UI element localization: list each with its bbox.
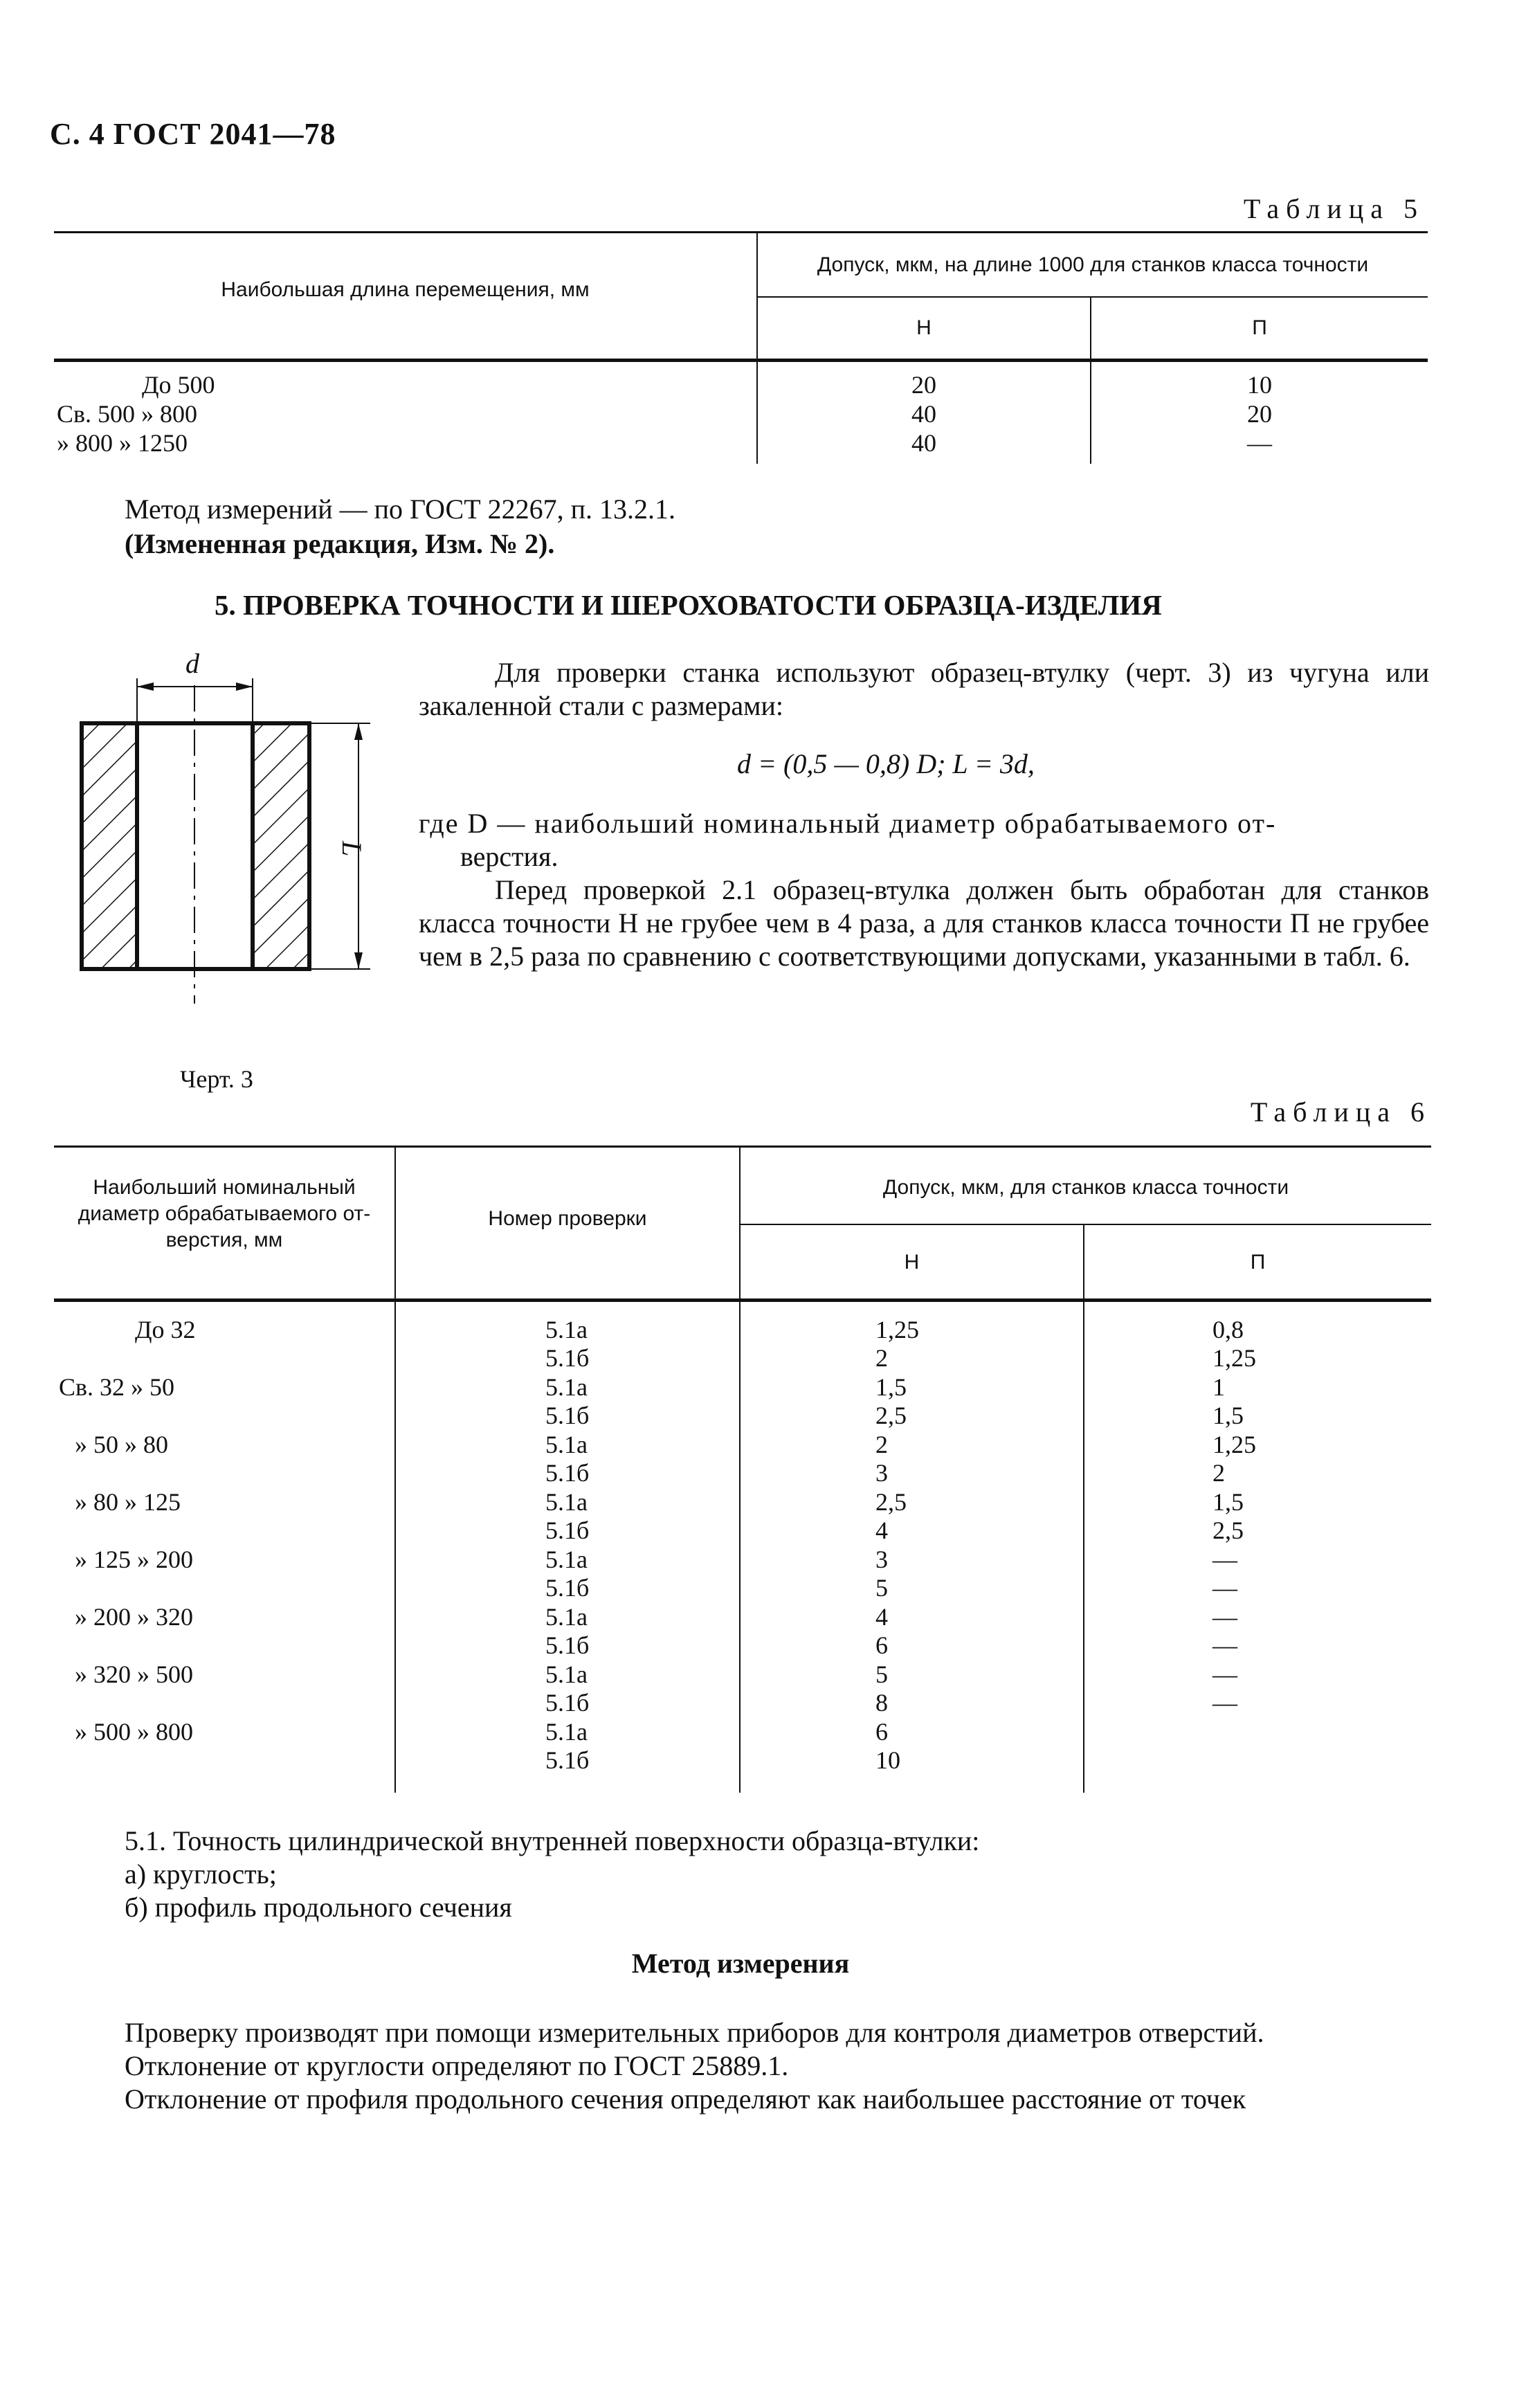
table6-check: 5.1а bbox=[545, 1488, 588, 1516]
table6-check: 5.1а bbox=[545, 1546, 588, 1573]
table6-check: 5.1б bbox=[545, 1689, 590, 1717]
table6-h-value: 1,25 bbox=[875, 1316, 919, 1343]
table6-p-value: 2,5 bbox=[1212, 1517, 1244, 1544]
table6-check: 5.1б bbox=[545, 1459, 590, 1487]
table6-h-value: 5 bbox=[875, 1660, 888, 1688]
table6-diameter: » 200 » 320 bbox=[75, 1603, 193, 1631]
table6-caption: Таблица 6 bbox=[1250, 1096, 1431, 1128]
table6-h-value: 4 bbox=[875, 1603, 888, 1631]
table6-check: 5.1а bbox=[545, 1316, 588, 1343]
table5-length-1: До 500 bbox=[142, 371, 215, 399]
table5-p-2: 20 bbox=[1247, 400, 1272, 428]
table6-diameter: Св. 32 » 50 bbox=[59, 1373, 175, 1401]
method-line-2: Отклонение от круглости определяют по ГОСТ 25889.1. bbox=[125, 2050, 789, 2081]
right-wall bbox=[253, 723, 309, 969]
table6-p-value: 1 bbox=[1212, 1373, 1225, 1401]
section51-title: 5.1. Точность цилиндрической внутренней поверхности образца-втулки: bbox=[125, 1825, 980, 1856]
table6-h-value: 3 bbox=[875, 1459, 888, 1487]
table6-check: 5.1б bbox=[545, 1574, 590, 1602]
table6-h-value: 2,5 bbox=[875, 1488, 907, 1516]
where-line-1: где D — наибольший номинальный диаметр обрабатываемого от- bbox=[419, 808, 1277, 839]
table6-diameter: » 125 » 200 bbox=[75, 1546, 193, 1573]
table6-p-value: 1,25 bbox=[1212, 1431, 1256, 1458]
table6-class-p: П bbox=[1250, 1251, 1266, 1274]
table5-length-3: » 800 » 1250 bbox=[57, 429, 188, 457]
table6-h-value: 6 bbox=[875, 1631, 888, 1659]
table6-h-value: 8 bbox=[875, 1689, 888, 1717]
label-d: d bbox=[185, 648, 199, 679]
table5-h-1: 20 bbox=[911, 371, 936, 399]
table6-p-value: — bbox=[1212, 1660, 1237, 1688]
table5-h-2: 40 bbox=[911, 400, 936, 428]
left-wall bbox=[82, 723, 137, 969]
section5-paragraph-2: Перед проверкой 2.1 образец-втулка должен быть обработан для станков класса точности Н не грубее чем в 4 раза, а для станков класса точности П не грубее чем в 2,5 раза по сравнению с соответствующими допусками, указанными в табл. 6. bbox=[419, 874, 1429, 972]
table5-class-h: Н bbox=[916, 316, 932, 339]
page-header: С. 4 ГОСТ 2041—78 bbox=[50, 117, 336, 151]
table6-h-value: 5 bbox=[875, 1574, 888, 1602]
table5-h-3: 40 bbox=[911, 429, 936, 457]
table6-check: 5.1а bbox=[545, 1603, 588, 1631]
method-heading: Метод измерения bbox=[631, 1948, 850, 1979]
table5-p-1: 10 bbox=[1247, 371, 1272, 399]
table6-p-value: — bbox=[1212, 1546, 1237, 1573]
method-line-1: Проверку производят при помощи измерительных приборов для контроля диаметров отверстий. bbox=[125, 2017, 1264, 2048]
table6-h-value: 1,5 bbox=[875, 1373, 907, 1401]
table6-h-value: 3 bbox=[875, 1546, 888, 1573]
table6-diameter: » 320 » 500 bbox=[75, 1660, 193, 1688]
table5-length-2: Св. 500 » 800 bbox=[57, 400, 198, 428]
table6-check: 5.1б bbox=[545, 1344, 590, 1372]
table6-p-value: — bbox=[1212, 1689, 1237, 1717]
table6-p-value: 2 bbox=[1212, 1459, 1225, 1487]
table6-diameter: До 32 bbox=[135, 1316, 196, 1343]
table6-check: 5.1б bbox=[545, 1631, 590, 1659]
table6-p-value: 1,25 bbox=[1212, 1344, 1256, 1372]
drawing-caption: Черт. 3 bbox=[180, 1065, 253, 1093]
table5-class-p: П bbox=[1252, 316, 1267, 339]
table6-h-value: 2 bbox=[875, 1344, 888, 1372]
table5-col1-header: Наибольшая длина перемещения, мм bbox=[221, 278, 590, 301]
edit-note: (Измененная редакция, Изм. № 2). bbox=[125, 528, 555, 559]
table6-check: 5.1б bbox=[545, 1402, 590, 1429]
table6-check: 5.1а bbox=[545, 1431, 588, 1458]
table6-diameter: » 50 » 80 bbox=[75, 1431, 168, 1458]
table6-p-value: 1,5 bbox=[1212, 1402, 1244, 1429]
method-note: Метод измерений — по ГОСТ 22267, п. 13.2.1. bbox=[125, 494, 676, 525]
table6-p-value: — bbox=[1212, 1603, 1237, 1631]
formula: d = (0,5 — 0,8) D; L = 3d, bbox=[737, 748, 1035, 779]
method-line-3: Отклонение от профиля продольного сечения определяют как наибольшее расстояние от точек bbox=[125, 2083, 1246, 2115]
label-l: L bbox=[336, 841, 367, 857]
table6-p-value: 1,5 bbox=[1212, 1488, 1244, 1516]
where-line-2: верстия. bbox=[460, 841, 558, 872]
section5-paragraph-1: Для проверки станка используют образец-втулку (черт. 3) из чугуна или закаленной стали с размерами: bbox=[419, 657, 1429, 721]
section51-item-a: а) круглость; bbox=[125, 1858, 277, 1890]
table6-diameter: » 500 » 800 bbox=[75, 1718, 193, 1746]
table6-check: 5.1б bbox=[545, 1746, 590, 1774]
section5-title: 5. ПРОВЕРКА ТОЧНОСТИ И ШЕРОХОВАТОСТИ ОБРАЗЦА-ИЗДЕЛИЯ bbox=[215, 589, 1162, 621]
table6-p-value: — bbox=[1212, 1631, 1237, 1659]
table5-p-3: — bbox=[1247, 429, 1272, 457]
table6-check: 5.1а bbox=[545, 1660, 588, 1688]
table5-caption: Таблица 5 bbox=[1243, 193, 1424, 224]
table6-col2-header: Номер проверки bbox=[488, 1207, 647, 1230]
table6-check: 5.1а bbox=[545, 1373, 588, 1401]
section51-item-b: б) профиль продольного сечения bbox=[125, 1892, 512, 1923]
table6-h-value: 4 bbox=[875, 1517, 888, 1544]
table5-group-header: Допуск, мкм, на длине 1000 для станков класса точности bbox=[817, 253, 1369, 276]
table6-h-value: 2,5 bbox=[875, 1402, 907, 1429]
table6-p-value: — bbox=[1212, 1574, 1237, 1602]
table6-h-value: 6 bbox=[875, 1718, 888, 1746]
table6-group-header: Допуск, мкм, для станков класса точности bbox=[882, 1176, 1289, 1199]
table6-col1-header: Наибольший номинальный диаметр обрабатываемого от-верстия, мм bbox=[78, 1176, 371, 1251]
table6-check: 5.1б bbox=[545, 1517, 590, 1544]
bushing-drawing bbox=[69, 644, 388, 1031]
table6-h-value: 2 bbox=[875, 1431, 888, 1458]
table6-h-value: 10 bbox=[875, 1746, 900, 1774]
table6-class-h: Н bbox=[904, 1251, 920, 1274]
table6-check: 5.1а bbox=[545, 1718, 588, 1746]
table6-p-value: 0,8 bbox=[1212, 1316, 1244, 1343]
table6-diameter: » 80 » 125 bbox=[75, 1488, 181, 1516]
